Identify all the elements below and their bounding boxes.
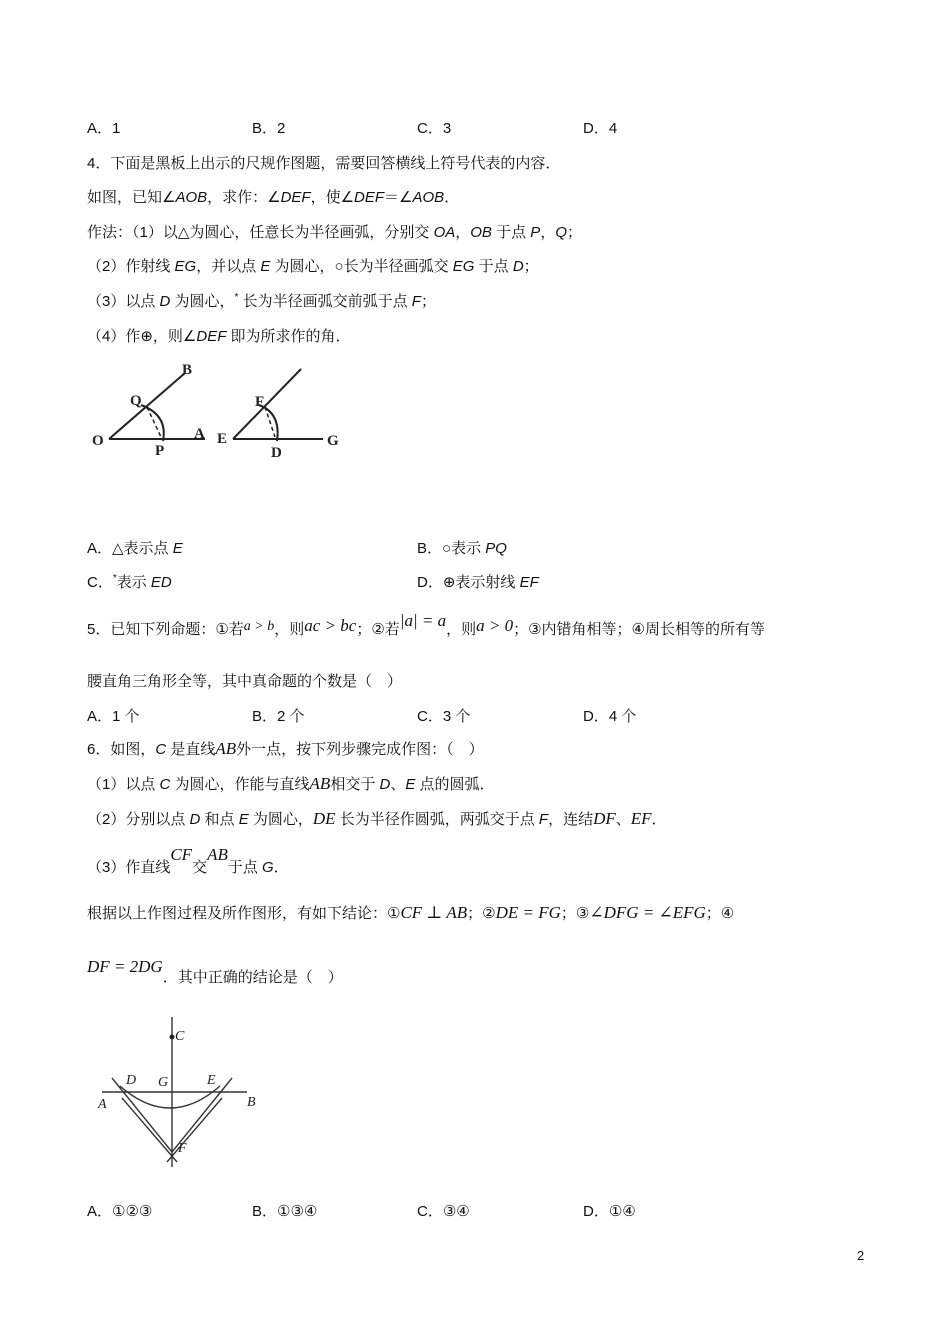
- q3-option-a: A．1: [87, 120, 121, 137]
- q6-option-a: A．①②③: [87, 1203, 153, 1220]
- q4-step-2: （2）作射线 EG，并以点 E 为圆心，○长为半径画弧交 EG 于点 D；: [87, 258, 539, 275]
- label-e: E: [207, 1073, 216, 1088]
- q5-option-b: B．2 个: [252, 708, 305, 725]
- q5-stem-line-1: 5．已知下列命题：①若a > b，则ac > bc；②若|a| = a，则a > 0；③内错角相等；④周长相等的所有等: [87, 611, 766, 638]
- label-f: F: [255, 394, 265, 410]
- q6-conclusions-line-1: 根据以上作图过程及所作图形，有如下结论：①CF ⊥ AB；②DE = FG；③∠DFG = ∠EFG；④: [87, 903, 735, 922]
- q6-figure: [92, 1012, 272, 1172]
- q5-option-d: D．4 个: [583, 708, 637, 725]
- q5-option-a: A．1 个: [87, 708, 140, 725]
- q6-option-b: B．①③④: [252, 1203, 318, 1220]
- q6-step-2: （2）分别以点 D 和点 E 为圆心，DE 长为半径作圆弧，两弧交于点 F，连结DF、EF．: [87, 809, 667, 828]
- page-number: 2: [857, 1248, 865, 1263]
- label-a: A: [98, 1097, 107, 1112]
- ray-ef: [233, 369, 301, 439]
- q4-stem: 4．下面是黑板上出示的尺规作图题，需要回答横线上符号代表的内容．: [87, 155, 561, 172]
- q3-option-b: B．2: [252, 120, 286, 137]
- q4-option-b: B．○表示 PQ: [417, 540, 507, 557]
- label-c: C: [175, 1029, 185, 1044]
- label-g: G: [158, 1075, 169, 1090]
- label-d: D: [271, 445, 282, 461]
- label-e: E: [217, 431, 228, 447]
- point-c: [170, 1035, 175, 1040]
- label-d: D: [126, 1073, 137, 1088]
- q4-option-c: C．*表示 ED: [87, 573, 172, 591]
- label-a: A: [194, 426, 205, 442]
- label-q: Q: [130, 393, 142, 409]
- q6-step-1: （1）以点 C 为圆心，作能与直线AB相交于 D、E 点的圆弧．: [87, 774, 495, 793]
- q4-option-d: D．⊕表示射线 EF: [417, 574, 539, 591]
- q6-stem: 6．如图，C 是直线AB外一点，按下列步骤完成作图：（ ）: [87, 739, 484, 758]
- label-f: F: [178, 1141, 187, 1156]
- q4-step-3: （3）以点 D 为圆心，* 长为半径画弧交前弧于点 F；: [87, 292, 436, 310]
- q6-conclusions-line-2: DF = 2DG．其中正确的结论是（ ）: [87, 957, 343, 986]
- q4-given: 如图，已知∠AOB，求作：∠DEF，使∠DEF＝∠AOB．: [87, 189, 460, 206]
- q4-step-4: （4）作⊕，则∠DEF 即为所求作的角．: [87, 328, 351, 345]
- q4-option-a: A．△表示点 E: [87, 540, 183, 557]
- label-o: O: [92, 433, 104, 449]
- ray-ob: [109, 373, 185, 439]
- q3-option-d: D．4: [583, 120, 618, 137]
- label-b: B: [247, 1095, 256, 1110]
- q6-option-c: C．③④: [417, 1203, 470, 1220]
- q6-step-3: （3）作直线CF交AB于点 G．: [87, 845, 289, 876]
- q6-option-d: D．①④: [583, 1203, 636, 1220]
- label-p: P: [155, 443, 165, 459]
- q4-figure: [85, 355, 355, 465]
- q5-option-c: C．3 个: [417, 708, 471, 725]
- q3-option-c: C．3: [417, 120, 452, 137]
- label-g: G: [327, 433, 339, 449]
- arc-de: [120, 1086, 220, 1108]
- q5-stem-line-2: 腰直角三角形全等，其中真命题的个数是（ ）: [87, 673, 403, 690]
- q4-step-1: 作法：（1）以△为圆心，任意长为半径画弧，分别交 OA，OB 于点 P，Q；: [87, 224, 583, 241]
- label-b: B: [182, 362, 193, 378]
